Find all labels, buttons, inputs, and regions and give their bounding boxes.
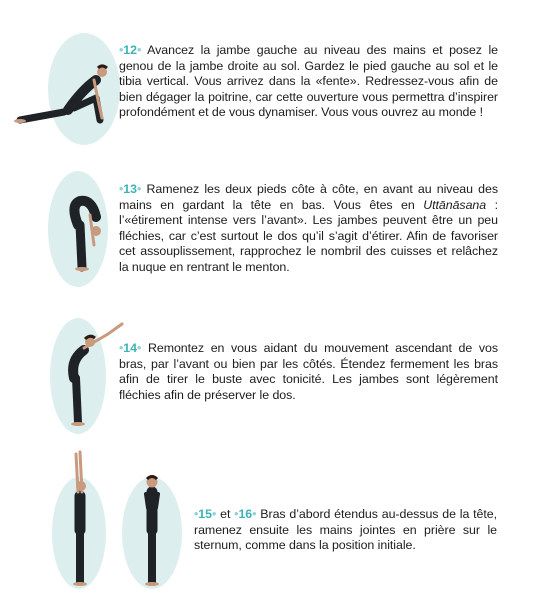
step-14-description: Remontez en vous aidant du mouvement ascendant de vos bras, par l’avant ou bien par les côtés. Étendez fermement les bras afin de tirer le buste avec tonicité. Les jambes sont légèrement fléchies afin de préserver le dos. xyxy=(119,341,498,402)
step-13-text: •13• Ramenez les deux pieds côte à côte, en avant au niveau des mains en gardant la tête en bas. Vous êtes en Uttānāsana : l’«étirement intense vers l’avant». Les jambes peuvent être un peu fléchies, car c’est surtout le dos qu’il s’agit d’étirer. Afin de favoriser cet assouplissement, rapprochez le nombril des cuisses et relâchez la nuque en rentrant le menton. xyxy=(119,182,498,274)
step-13-description-part1: Ramenez les deux pieds côte à côte, en avant au niveau des mains en gardant la tête en bas. Vous êtes en xyxy=(119,182,498,212)
step-13-description-part2: : l’«étirement intense vers l’avant». Les jambes peuvent être un peu fléchies, car c’est surtout le dos qu’il s’agit d’étirer. Afin de favoriser cet assouplissement, rapprochez le nombril des cuisses et relâchez la nuque en rentrant le menton. xyxy=(119,197,498,274)
step-14-number: 14 xyxy=(123,341,137,355)
step-15-number: 15 xyxy=(198,507,212,521)
step-16-number: 16 xyxy=(238,507,253,521)
prayer-hands-pose-illustration xyxy=(134,472,170,588)
step-12-text: •12• Avancez la jambe gauche au niveau des mains et posez le genou de la jambe droite au sol. Gardez le pied gauche au sol et le tibia vertical. Vous arrivez dans la «fente». Redressez-vous afin de bien dégager la poitrine, car cette ouverture vous permettra d’inspirer profondément et de vous dynamiser. Vous vous ouvrez au monde ! xyxy=(119,43,498,120)
lunge-pose-illustration xyxy=(12,50,132,130)
forward-fold-pose-illustration xyxy=(50,195,120,275)
step-15-16-description: Bras d’abord étendus au-dessus de la tête, ramenez ensuite les mains jointes en prière sur le sternum, comme dans la position initiale. xyxy=(194,507,497,553)
arms-overhead-pose-illustration xyxy=(62,448,98,588)
step-13-sanskrit-term: Uttānāsana xyxy=(423,197,487,212)
step-15-16-connector: et xyxy=(220,507,231,521)
step-12-number: 12 xyxy=(123,43,137,57)
rising-arms-pose-illustration xyxy=(50,318,130,428)
step-12-description: Avancez la jambe gauche au niveau des mains et posez le genou de la jambe droite au sol. Gardez le pied gauche au sol et le tibia vertical. Vous arrivez dans la «fente». Redressez-vous afin de bien dégager la poitrine, car cette ouverture vous permettra d’inspirer profondément et de vous dynamiser. Vous vous ouvrez au monde ! xyxy=(119,43,498,120)
step-13-number: 13 xyxy=(123,182,137,196)
step-15-16-text: •15• et •16• Bras d’abord étendus au-dessus de la tête, ramenez ensuite les mains jointes en prière sur le sternum, comme dans la position initiale. xyxy=(194,507,497,553)
step-14-text: •14• Remontez en vous aidant du mouvement ascendant de vos bras, par l’avant ou bien par les côtés. Étendez fermement les bras afin de tirer le buste avec tonicité. Les jambes sont légèrement fléchies afin de préserver le dos. xyxy=(119,341,498,402)
